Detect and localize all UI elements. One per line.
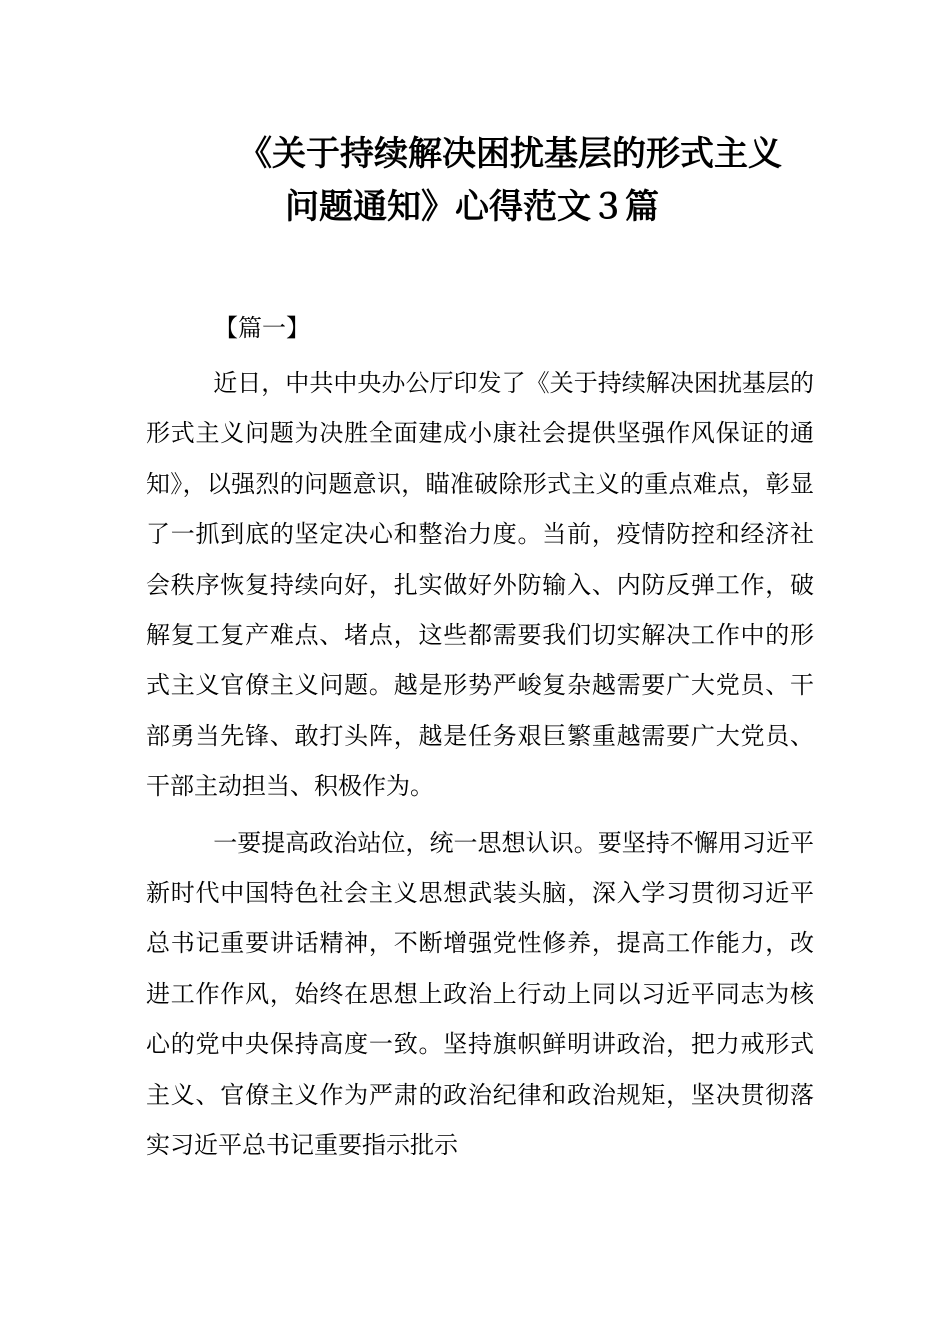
paragraph-1: 近日，中共中央办公厅印发了《关于持续解决困扰基层的形式主义问题为决胜全面建成小康社会提供坚强作风保证的通知》，以强烈的问题意识，瞄准破除形式主义的重点难点，彰显了一抓到底的坚定决心和整治力度。当前，疫情防控和经济社会秩序恢复持续向好，扎实做好外防输入、内防反弹工作，破解复工复产难点、堵点，这些都需要我们切实解决工作中的形式主义官僚主义问题。越是形势严峻复杂越需要广大党员、干部勇当先锋、敢打头阵，越是任务艰巨繁重越需要广大党员、干部主动担当、积极作为。 (146, 369, 814, 801)
document-body (146, 308, 814, 1171)
document-title-line-2: 问题通知》心得范文３篇 (285, 187, 659, 227)
paragraph-2: 一要提高政治站位，统一思想认识。要坚持不懈用习近平新时代中国特色社会主义思想武装头脑，深入学习贯彻习近平总书记重要讲话精神，不断增强党性修养，提高工作能力，改进工作作风，始终在思想上政治上行动上同以习近平同志为核心的党中央保持高度一致。坚持旗帜鲜明讲政治，把力戒形式主义、官僚主义作为严肃的政治纪律和政治规矩，坚决贯彻落实习近平总书记重要指示批示 (146, 828, 814, 1160)
document-title-line-1: 《关于持续解决困扰基层的形式主义 (238, 134, 782, 174)
section-heading: 【篇一】 (214, 314, 310, 342)
document-title (0, 128, 950, 234)
